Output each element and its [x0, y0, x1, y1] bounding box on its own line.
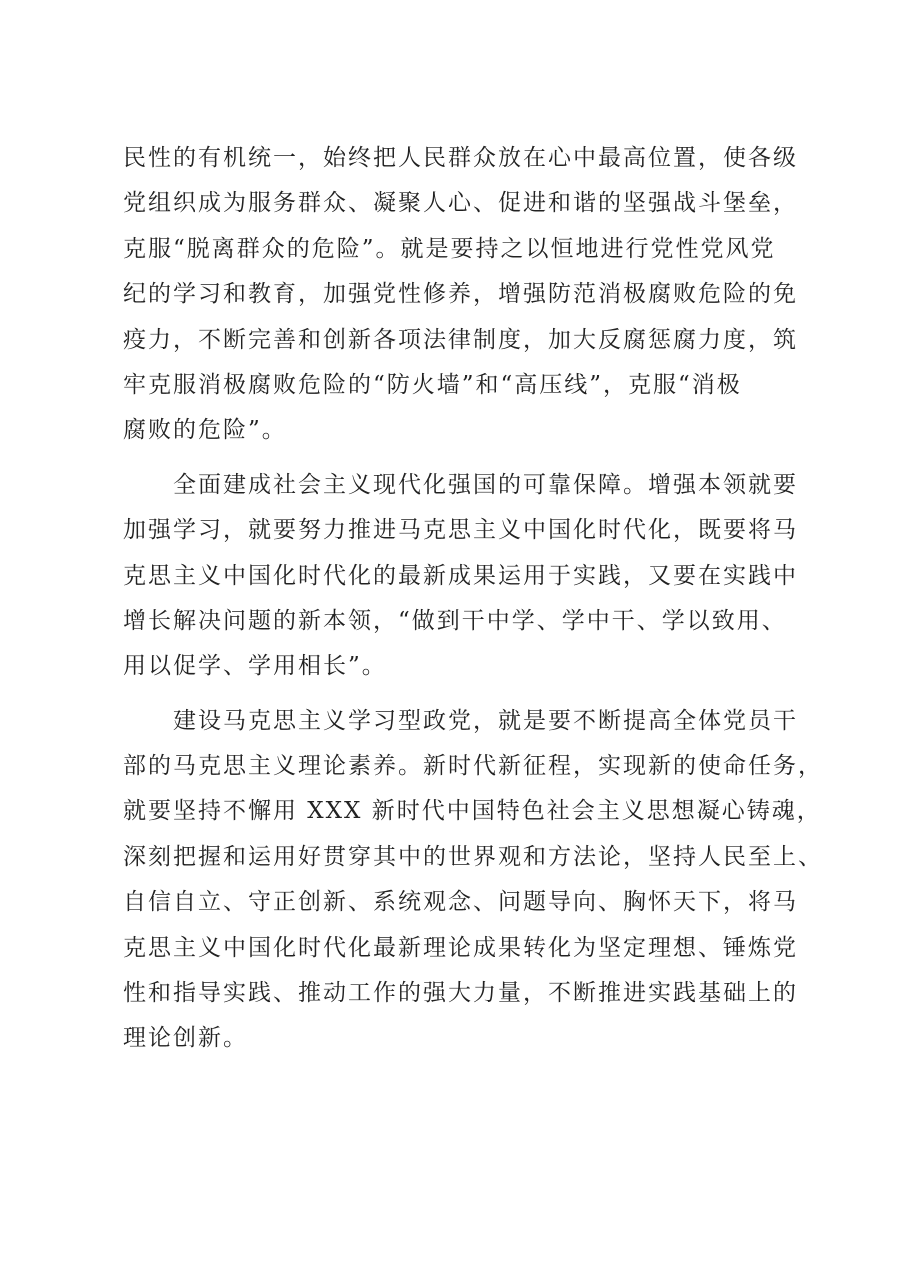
paragraph-line: 克思主义中国化时代化最新理论成果转化为坚定理想、锤炼党 — [123, 934, 798, 961]
paragraph-line: 克服“脱离群众的危险”。就是要持之以恒地进行党性党风党 — [123, 235, 776, 262]
paragraph-line: 纪的学习和教育，加强党性修养，增强防范消极腐败危险的免 — [123, 281, 798, 308]
paragraph-1 — [123, 136, 823, 454]
paragraph-line: 腐败的危险”。 — [123, 417, 287, 444]
paragraph-line: 部的马克思主义理论素养。新时代新征程，实现新的使命任务， — [123, 753, 823, 780]
document-body — [123, 136, 823, 1062]
paragraph-line: 用以促学、学用相长”。 — [123, 653, 387, 680]
paragraph-line: 深刻把握和运用好贯穿其中的世界观和方法论，坚持人民至上、 — [123, 843, 823, 870]
paragraph-first-line: 全面建成社会主义现代化强国的可靠保障。增强本领就要 — [173, 471, 798, 498]
paragraph-line: 牢克服消极腐败危险的“防火墙”和“高压线”，克服“消极 — [123, 371, 742, 398]
paragraph-line: 理论创新。 — [123, 1025, 248, 1052]
paragraph-line: 民性的有机统一，始终把人民群众放在心中最高位置，使各级 — [123, 145, 798, 171]
paragraph-2 — [123, 463, 823, 690]
paragraph-line: 就要坚持不懈用 XXX 新时代中国特色社会主义思想凝心铸魂， — [123, 798, 822, 825]
paragraph-line: 克思主义中国化时代化的最新成果运用于实践，又要在实践中 — [123, 562, 798, 589]
paragraph-gap — [123, 454, 823, 463]
paragraph-line: 性和指导实践、推动工作的强大力量，不断推进实践基础上的 — [123, 980, 798, 1007]
paragraph-line: 党组织成为服务群众、凝聚人心、促进和谐的坚强战斗堡垒， — [123, 190, 798, 217]
paragraph-line: 增长解决问题的新本领，“做到干中学、学中干、学以致用、 — [123, 607, 787, 634]
paragraph-line: 加强学习，就要努力推进马克思主义中国化时代化，既要将马 — [123, 517, 798, 544]
paragraph-first-line: 建设马克思主义学习型政党，就是要不断提高全体党员干 — [173, 707, 798, 734]
paragraph-gap — [123, 690, 823, 699]
paragraph-3 — [123, 699, 823, 1062]
paragraph-line: 自信自立、守正创新、系统观念、问题导向、胸怀天下，将马 — [123, 889, 798, 916]
paragraph-line: 疫力，不断完善和创新各项法律制度，加大反腐惩腐力度，筑 — [123, 326, 798, 353]
